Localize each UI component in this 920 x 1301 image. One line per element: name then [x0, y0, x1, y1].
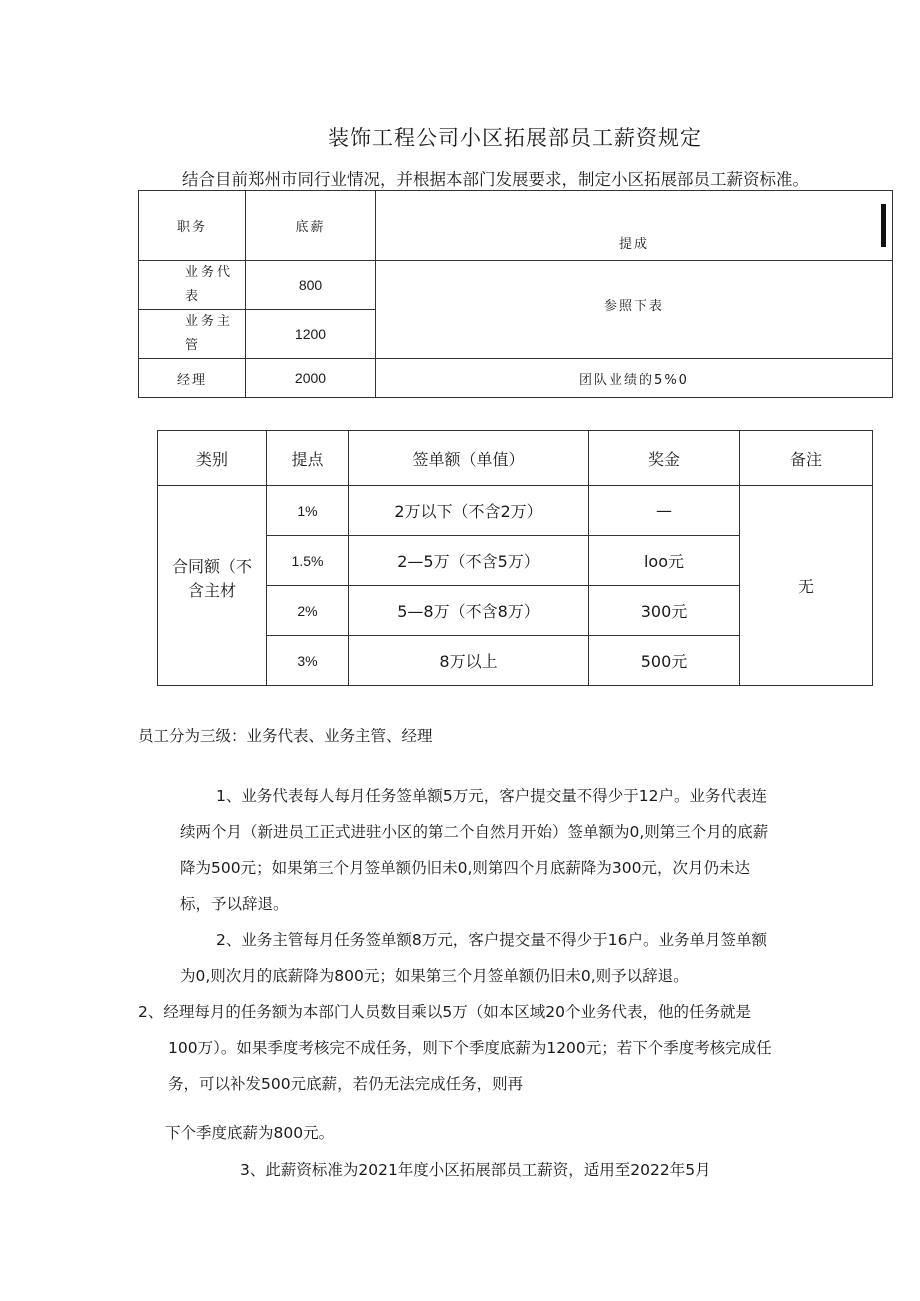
amount-cell: 8万以上	[349, 636, 589, 686]
commission-see-below: 参照下表	[376, 261, 893, 359]
header-category: 类别	[158, 431, 267, 486]
header-bonus: 奖金	[589, 431, 740, 486]
page-title: 装饰工程公司小区拓展部员工薪资规定	[328, 126, 702, 150]
rate-cell: 1.5%	[267, 536, 349, 586]
header-rate: 提点	[267, 431, 349, 486]
header-commission: 提成	[376, 191, 893, 261]
amount-cell: 5—8万（不含8万）	[349, 586, 589, 636]
bonus-cell: —	[589, 486, 740, 536]
rule-3-line-3: 务，可以补发500元底薪，若仍无法完成任务，则再	[168, 1075, 524, 1093]
rate-cell: 1%	[267, 486, 349, 536]
amount-cell: 2万以下（不含2万）	[349, 486, 589, 536]
rule-3-line-4: 下个季度底薪为800元。	[165, 1124, 335, 1142]
header-base: 底薪	[246, 191, 376, 261]
rule-2-line-1: 2、业务主管每月任务签单额8万元，客户提交量不得少于16户。业务单月签单额	[216, 931, 767, 949]
position-manager: 经理	[139, 359, 246, 398]
amount-cell: 2—5万（不含5万）	[349, 536, 589, 586]
position-rep: 业务代 表	[139, 261, 246, 310]
rate-cell: 2%	[267, 586, 349, 636]
bonus-table	[157, 430, 873, 686]
category-cell: 合同额（不 含主材	[158, 486, 267, 686]
salary-table	[138, 190, 893, 398]
rule-1-line-2: 续两个月（新进员工正式进驻小区的第二个自然月开始）签单额为0,则第三个月的底薪	[180, 823, 769, 841]
rate-cell: 3%	[267, 636, 349, 686]
rule-4: 3、此薪资标准为2021年度小区拓展部员工薪资，适用至2022年5月	[240, 1161, 711, 1179]
header-position: 职务	[139, 191, 246, 261]
base-rep: 800	[246, 261, 376, 310]
commission-manager: 团队业绩的5%0	[376, 359, 893, 398]
bonus-cell: 500元	[589, 636, 740, 686]
base-supervisor: 1200	[246, 310, 376, 359]
base-manager: 2000	[246, 359, 376, 398]
levels-text: 员工分为三级：业务代表、业务主管、经理	[138, 727, 433, 745]
vertical-bar-mark	[881, 204, 886, 247]
rule-3-line-2: 100万）。如果季度考核完不成任务，则下个季度底薪为1200元；若下个季度考核完成任	[168, 1039, 772, 1057]
position-supervisor: 业务主 管	[139, 310, 246, 359]
rule-1-line-3: 降为500元；如果第三个月签单额仍旧未0,则第四个月底薪降为300元，次月仍未达	[180, 859, 750, 877]
intro-text: 结合目前郑州市同行业情况，并根据本部门发展要求，制定小区拓展部员工薪资标准。	[182, 170, 809, 189]
bonus-cell: 300元	[589, 586, 740, 636]
rule-3-line-1: 2、经理每月的任务额为本部门人员数目乘以5万（如本区域20个业务代表，他的任务就是	[138, 1003, 751, 1021]
rule-1-line-4: 标，予以辞退。	[180, 895, 289, 913]
rule-2-line-2: 为0,则次月的底薪降为800元；如果第三个月签单额仍旧未0,则予以辞退。	[180, 967, 689, 985]
remark-cell: 无	[740, 486, 873, 686]
rule-1-line-1: 1、业务代表每人每月任务签单额5万元，客户提交量不得少于12户。业务代表连	[216, 787, 767, 805]
header-remark: 备注	[740, 431, 873, 486]
header-amount: 签单额（单值）	[349, 431, 589, 486]
bonus-cell: loo元	[589, 536, 740, 586]
